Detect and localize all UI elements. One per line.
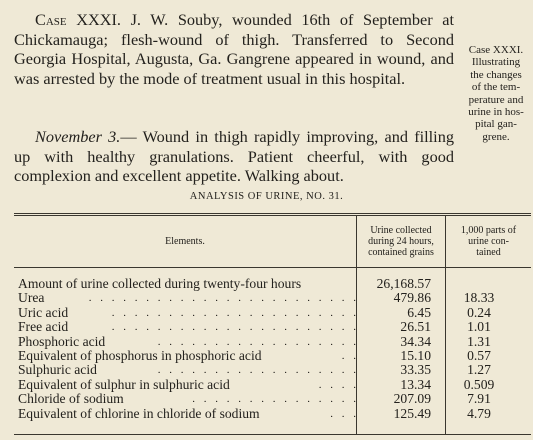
grains-header-line: Urine collected [370, 225, 432, 236]
row-grains: 207.09 [393, 391, 431, 407]
row-grains: 26,168.57 [376, 276, 431, 291]
row-parts: 0.57 [467, 347, 491, 363]
table-row [14, 349, 531, 363]
row-parts: 7.91 [467, 391, 491, 407]
margin-note-line: the changes [470, 68, 522, 81]
margin-note-line: grene. [482, 130, 510, 143]
row-label: Urea [18, 290, 45, 306]
row-label: Chloride of sodium [18, 391, 124, 407]
margin-note-line: pital gan- [475, 118, 517, 131]
leader-dots: . . . . . . . . . . . . . . . . . . [157, 364, 359, 377]
row-parts: 1.27 [467, 362, 491, 378]
case-text: J. W. Souby, wounded 16th of September at Chickamauga; flesh-wound of thigh. Transferred to Second Georgia Hospital, Augusta, Ga. Gangrene appeared in wound, and was arrested by the mode of treatment usual in this hospital. [14, 10, 454, 88]
table-row [14, 392, 531, 406]
urine-analysis-table [14, 213, 531, 437]
leader-dots: . . . . . . . . . . . . . . . . . . . . . . . . [88, 292, 359, 305]
table-row [14, 335, 531, 349]
row-parts: 1.01 [467, 319, 491, 335]
leader-dots: . . . . . . . . . . . . . . . . . . . . . . [111, 321, 359, 334]
table-row [14, 363, 531, 377]
row-grains: 34.34 [400, 333, 431, 349]
row-grains: 33.35 [400, 362, 431, 378]
row-grains: 13.34 [400, 376, 431, 392]
table-row [14, 378, 531, 392]
followup-date: November 3. [35, 127, 121, 146]
case-paragraph [14, 10, 454, 88]
parts-header-line: tained [476, 247, 501, 258]
followup-text: — Wound in thigh rapidly improving, and filling up with healthy granulations. Patient cheerful, with good complexion and excellent appetite. Walking about. [14, 127, 454, 186]
margin-note-line: Illustrating [471, 56, 521, 69]
leader-dots: . . [341, 349, 359, 362]
parts-header-line: urine con- [468, 236, 509, 247]
table-row [14, 407, 531, 421]
parts-header [446, 225, 531, 258]
row-parts: 1.31 [467, 333, 491, 349]
grains-header-line: during 24 hours, [368, 236, 434, 247]
row-label: Sulphuric acid [18, 362, 97, 378]
table-row [14, 291, 531, 305]
margin-note [461, 44, 531, 143]
row-label: Equivalent of sulphur in sulphuric acid [18, 376, 230, 392]
elements-header: Elements. [165, 236, 205, 247]
row-label: Uric acid [18, 304, 69, 320]
followup-paragraph [14, 127, 454, 186]
row-label: Phosphoric acid [18, 333, 106, 349]
row-label: Free acid [18, 319, 69, 335]
row-grains: 125.49 [393, 405, 431, 421]
case-heading: Case XXXI. [35, 10, 121, 29]
row-grains: 26.51 [400, 319, 431, 335]
leader-dots: . . . . . . . . . . . . . . . . . . [157, 335, 359, 348]
row-label: Amount of urine collected during twenty-four hours [18, 276, 302, 291]
leader-dots: . . . . [318, 378, 359, 391]
grains-header-line: contained grains [368, 247, 434, 258]
grains-header [357, 225, 445, 258]
parts-header-line: 1,000 parts of [460, 225, 517, 236]
row-parts: 18.33 [463, 290, 495, 306]
leader-dots: . . . . . . . . . . . . . . . . . . . . . . [111, 306, 359, 319]
row-grains: 479.86 [393, 290, 431, 306]
header-rule [14, 267, 531, 268]
row-grains: 15.10 [400, 347, 431, 363]
row-label: Equivalent of phosphorus in phosphoric acid [18, 347, 262, 363]
table-bottom-rule [14, 434, 531, 435]
table-row [14, 306, 531, 320]
table-top-rule [14, 213, 531, 214]
leader-dots: . . . [330, 407, 359, 420]
row-parts: 4.79 [467, 405, 491, 421]
leader-dots: . . . . . . . . . . . . . . . [192, 393, 359, 406]
row-parts: 0.509 [463, 376, 495, 392]
row-grains: 6.45 [407, 304, 431, 320]
row-parts: 0.24 [467, 304, 491, 320]
table-caption: ANALYSIS OF URINE, NO. 31. [189, 191, 344, 202]
table-row [14, 320, 531, 334]
margin-note-line: urine in hos- [468, 106, 524, 119]
table-row [14, 277, 531, 291]
table-body [14, 277, 531, 421]
row-label: Equivalent of chlorine in chloride of sodium [18, 405, 260, 421]
margin-note-line: of the tem- [471, 81, 521, 94]
margin-note-line: Case XXXI. [468, 44, 524, 56]
table-top-rule-inner [14, 215, 531, 216]
margin-note-line: perature and [468, 93, 524, 106]
